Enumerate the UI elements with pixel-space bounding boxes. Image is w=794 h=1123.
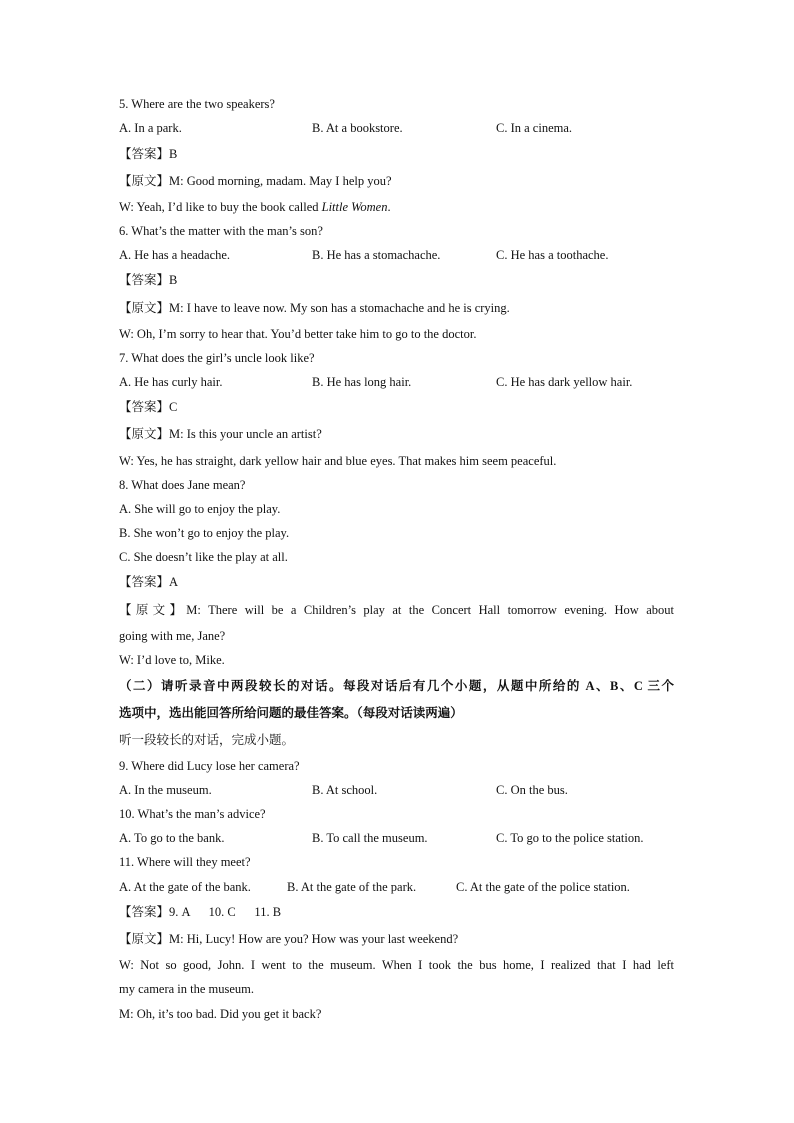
question-9: 9. Where did Lucy lose her camera? (119, 759, 300, 773)
q5-option-c: C. In a cinema. (496, 121, 573, 135)
q9-option-c: C. On the bus. (496, 783, 568, 797)
q5-option-b: B. At a bookstore. (312, 121, 403, 135)
q5-script-line-2-pre: W: Yeah, I’d like to buy the book called (119, 200, 322, 214)
question-10: 10. What’s the man’s advice? (119, 807, 266, 821)
q7-option-b: B. He has long hair. (312, 375, 412, 389)
q7-script-line-1: 【原文】M: Is this your uncle an artist? (119, 427, 322, 441)
q6-script-line-1: 【原文】M: I have to leave now. My son has a stomachache and he is crying. (119, 301, 510, 315)
group-script-line-1: 【原文】M: Hi, Lucy! How are you? How was your last weekend? (119, 932, 459, 946)
q11-option-c: C. At the gate of the police station. (456, 880, 630, 894)
group-script-line-4: M: Oh, it’s too bad. Did you get it back? (119, 1007, 322, 1021)
q8-option-c: C. She doesn’t like the play at all. (119, 550, 288, 564)
q9-option-a: A. In the museum. (119, 783, 212, 797)
q10-option-b: B. To call the museum. (312, 831, 428, 845)
q5-answer: 【答案】B (119, 147, 178, 161)
group-script-line-2: W: Not so good, John. I went to the museum. When I took the bus home, I realized that I had left (119, 958, 674, 972)
q5-script-line-2-post: . (387, 200, 391, 214)
q7-option-c: C. He has dark yellow hair. (496, 375, 633, 389)
q11-option-b: B. At the gate of the park. (287, 880, 417, 894)
q8-script-line-2: going with me, Jane? (119, 629, 226, 643)
group-script-line-3: my camera in the museum. (119, 982, 255, 996)
book-title: Little Women (321, 200, 388, 214)
q8-script-line-1: 【原文】M: There will be a Children’s play at the Concert Hall tomorrow evening. How about (119, 603, 674, 617)
section-2-heading-line-1: （二）请听录音中两段较长的对话。每段对话后有几个小题，从题中所给的 A、B、C 三个 (119, 679, 674, 693)
q5-script-line-1: 【原文】M: Good morning, madam. May I help you? (119, 174, 392, 188)
q5-option-a: A. In a park. (119, 121, 182, 135)
group-answer: 【答案】9. A 10. C 11. B (119, 905, 282, 919)
q6-script-line-2: W: Oh, I’m sorry to hear that. You’d better take him to go to the doctor. (119, 327, 477, 341)
q7-answer: 【答案】C (119, 400, 178, 414)
q6-option-a: A. He has a headache. (119, 248, 231, 262)
q8-answer: 【答案】A (119, 575, 179, 589)
q11-option-a: A. At the gate of the bank. (119, 880, 251, 894)
q8-option-b: B. She won’t go to enjoy the play. (119, 526, 290, 540)
q10-option-a: A. To go to the bank. (119, 831, 225, 845)
question-8: 8. What does Jane mean? (119, 478, 246, 492)
question-5: 5. Where are the two speakers? (119, 97, 275, 111)
q6-answer: 【答案】B (119, 273, 178, 287)
question-7: 7. What does the girl’s uncle look like? (119, 351, 315, 365)
question-6: 6. What’s the matter with the man’s son? (119, 224, 323, 238)
q6-option-b: B. He has a stomachache. (312, 248, 441, 262)
q7-option-a: A. He has curly hair. (119, 375, 223, 389)
section-2-heading-line-2: 选项中，选出能回答所给问题的最佳答案。（每段对话读两遍） (119, 706, 463, 720)
q9-option-b: B. At school. (312, 783, 378, 797)
q7-script-line-2: W: Yes, he has straight, dark yellow hair and blue eyes. That makes him seem peaceful. (119, 454, 557, 468)
q10-option-c: C. To go to the police station. (496, 831, 644, 845)
q5-script-line-2 (119, 199, 391, 215)
q6-option-c: C. He has a toothache. (496, 248, 609, 262)
q8-script-line-3: W: I’d love to, Mike. (119, 653, 225, 667)
q8-option-a: A. She will go to enjoy the play. (119, 502, 281, 516)
question-11: 11. Where will they meet? (119, 855, 251, 869)
section-2-intro: 听一段较长的对话，完成小题。 (119, 733, 295, 747)
